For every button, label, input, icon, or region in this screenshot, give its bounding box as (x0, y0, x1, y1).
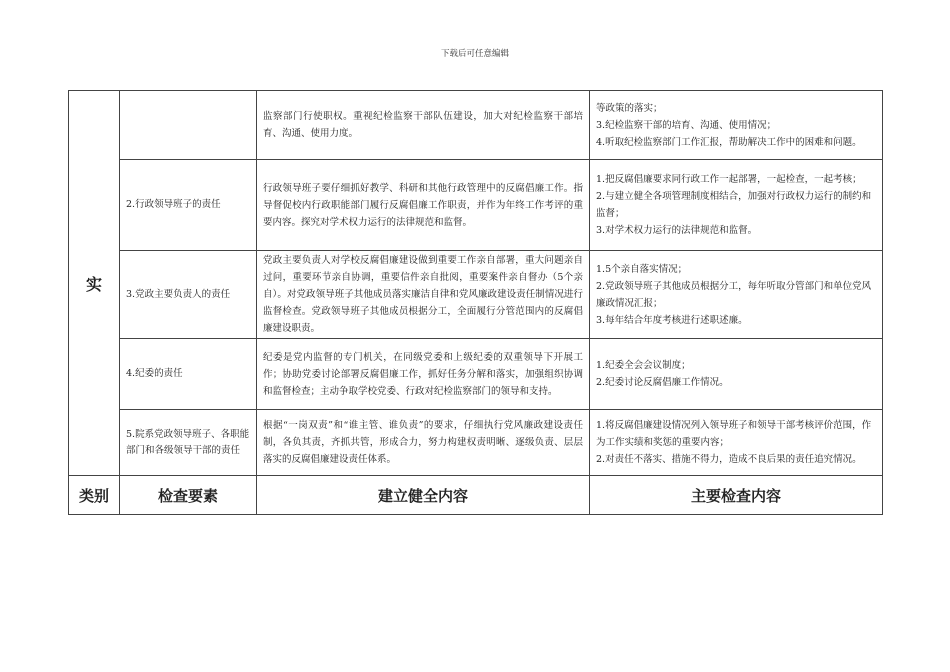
check-item: 4.听取纪检监察部门工作汇报，帮助解决工作中的困难和问题。 (596, 136, 862, 148)
build-content-cell: 行政领导班子要仔细抓好教学、科研和其他行政管理中的反腐倡廉工作。指导督促校内行政职能部门履行反腐倡廉工作职责，并作为年终工作考评的重要内容。探究对学术权力运行的法律规范和监督。 (257, 160, 590, 251)
check-content-cell (590, 91, 883, 160)
check-item: 2.党政领导班子其他成员根据分工，每年听取分管部门和单位党风廉政情况汇报； (596, 280, 872, 309)
header-category: 类别 (69, 476, 120, 515)
element-cell (120, 91, 257, 160)
check-item: 1.5个亲自落实情况； (596, 263, 688, 275)
header-build: 建立健全内容 (257, 476, 590, 515)
check-content-cell (590, 339, 883, 410)
table-row (69, 339, 883, 410)
check-item: 2.对责任不落实、措施不得力，造成不良后果的责任追究情况。 (596, 454, 862, 465)
page-header-note: 下载后可任意编辑 (440, 49, 509, 59)
check-item: 2.与建立健全各项管理制度相结合，加强对行政权力运行的制约和监督； (596, 191, 872, 219)
check-content-cell (590, 160, 883, 251)
check-item: 1.纪委全会会议制度； (596, 360, 691, 371)
build-content-cell: 监察部门行使职权。重视纪检监察干部队伍建设，加大对纪检监察干部培育、沟通、使用力度。 (257, 91, 590, 160)
table-row (69, 91, 883, 160)
build-content-cell: 党政主要负责人对学校反腐倡廉建设做到重要工作亲自部署，重大问题亲自过问，重要环节亲自协调，重要信件亲自批阅，重要案件亲自督办（5个亲自）。对党政领导班子其他成员落实廉洁自律和党风廉政建设责任制情况进行监督检查。党政领导班子其他成员根据分工，全面履行分管范围内的反腐倡廉建设职责。 (257, 251, 590, 339)
check-item: 1.将反腐倡廉建设情况列入领导班子和领导干部考核评价范围，作为工作实绩和奖惩的重要内容； (596, 420, 872, 448)
element-cell: 3.党政主要负责人的责任 (120, 251, 257, 339)
check-item: 3.每年结合年度考核进行述职述廉。 (596, 314, 748, 326)
responsibility-table (68, 90, 883, 515)
check-item: 3.纪检监察干部的培育、沟通、使用情况； (596, 119, 777, 131)
table-row (69, 410, 883, 476)
header-check: 主要检查内容 (590, 476, 883, 515)
category-cell: 实 (69, 91, 120, 476)
check-item: 2.纪委讨论反腐倡廉工作情况。 (596, 377, 729, 388)
check-item: 等政策的落实； (596, 102, 663, 114)
check-item: 3.对学术权力运行的法律规范和监督。 (596, 225, 758, 236)
build-content-cell: 纪委是党内监督的专门机关，在同级党委和上级纪委的双重领导下开展工作；协助党委讨论部署反腐倡廉工作，抓好任务分解和落实，加强组织协调和监督检查；主动争取学校党委、行政对纪检监察部门的领导和支持。 (257, 339, 590, 410)
header-element: 检查要素 (120, 476, 257, 515)
table-row (69, 160, 883, 251)
table-row (69, 251, 883, 339)
element-cell: 2.行政领导班子的责任 (120, 160, 257, 251)
table-header-row (69, 476, 883, 515)
check-item: 1.把反腐倡廉要求同行政工作一起部署，一起检查，一起考核； (596, 174, 862, 185)
build-content-cell: 根据“一岗双责”和“谁主管、谁负责”的要求，仔细执行党风廉政建设责任制，各负其责，齐抓共管，形成合力，努力构建权责明晰、逐级负责、层层落实的反腐倡廉建设责任体系。 (257, 410, 590, 476)
check-content-cell (590, 251, 883, 339)
element-cell: 4.纪委的责任 (120, 339, 257, 410)
check-content-cell (590, 410, 883, 476)
element-cell: 5.院系党政领导班子、各职能部门和各级领导干部的责任 (120, 410, 257, 476)
